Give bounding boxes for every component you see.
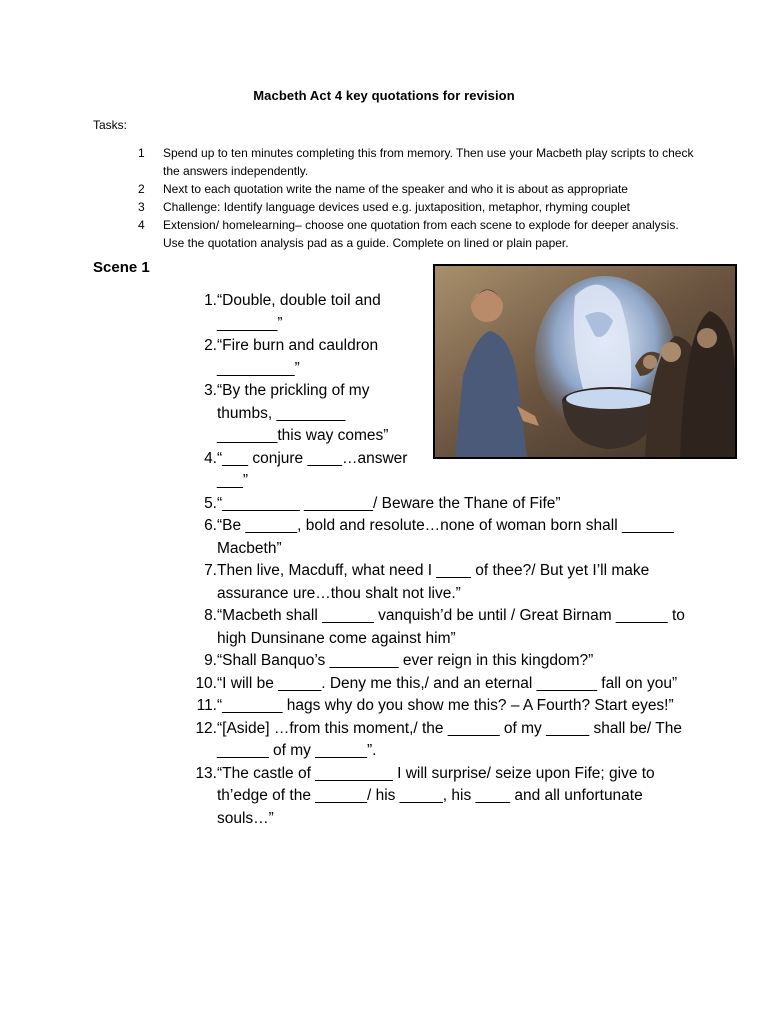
task-number: 4 (138, 218, 145, 232)
quotation-text: “Fire burn and cauldron _________” (217, 337, 379, 377)
quotation-text: “_______ hags why do you show me this? – A Fourth? Start eyes!” (217, 697, 674, 714)
task-list (138, 144, 698, 252)
quotation-item (190, 763, 690, 831)
quotation-item (190, 380, 690, 448)
quotation-item (190, 673, 690, 696)
quotation-text: “Macbeth shall ______ vanquish’d be until / Great Birnam ______ to high Dunsinane come against him” (217, 607, 685, 647)
quotation-number: 9. (204, 652, 217, 669)
quotation-item (190, 718, 690, 763)
quotation-text: “[Aside] …from this moment,/ the ______ of my _____ shall be/ The ______ of my ______”. (217, 719, 682, 759)
quotation-number: 8. (204, 607, 217, 624)
quotation-text: “Shall Banquo’s ________ ever reign in this kingdom?” (217, 652, 594, 669)
quotation-number: 13. (195, 764, 217, 782)
task-number: 1 (138, 146, 145, 160)
quotation-item (190, 335, 690, 380)
quotation-number: 5. (204, 494, 217, 512)
scene-heading: Scene 1 (93, 259, 150, 276)
quotation-number: 2. (204, 337, 217, 354)
task-text: Next to each quotation write the name of the speaker and who it is about as appropriate (163, 182, 628, 196)
quotation-item (190, 493, 690, 516)
task-number: 2 (138, 182, 145, 196)
task-text: Spend up to ten minutes completing this from memory. Then use your Macbeth play scripts to check the answers independently. (163, 146, 694, 178)
page-title: Macbeth Act 4 key quotations for revision (253, 88, 515, 103)
tasks-label: Tasks: (93, 118, 128, 132)
task-item (138, 180, 698, 198)
task-text: Challenge: Identify language devices used e.g. juxtaposition, metaphor, rhyming couplet (163, 200, 630, 214)
quotation-number: 12. (195, 719, 217, 737)
task-item (138, 216, 698, 252)
quotation-item (190, 560, 690, 605)
quotation-text: “By the prickling of my thumbs, ________ _______this way comes” (217, 382, 389, 444)
quotation-number: 7. (204, 562, 217, 579)
quotation-item (190, 448, 690, 493)
quotation-text: “Double, double toil and _______” (217, 292, 381, 332)
quotation-text: Then live, Macduff, what need I ____ of thee?/ But yet I’ll make assurance ure…thou shalt not live.” (217, 562, 650, 602)
quotation-number: 11. (196, 697, 217, 714)
task-item (138, 144, 698, 180)
quotation-item (190, 650, 690, 673)
quotation-number: 1. (204, 292, 217, 309)
quotation-text: “The castle of _________ I will surprise/ seize upon Fife; give to th’edge of the ______/ his _____, his ____ and all unfortunate souls…” (217, 764, 655, 827)
quotation-number: 10. (195, 674, 217, 692)
quotation-number: 3. (204, 382, 217, 399)
quotation-item (190, 515, 690, 560)
quotation-item (190, 290, 690, 335)
quotation-item (190, 605, 690, 650)
task-item (138, 198, 698, 216)
quotation-list (190, 290, 690, 830)
quotation-text: “I will be _____. Deny me this,/ and an eternal _______ fall on you” (217, 674, 678, 692)
quotation-item (190, 695, 690, 718)
quotation-text: “_________ ________/ Beware the Thane of Fife” (217, 494, 561, 512)
task-text: Extension/ homelearning– choose one quotation from each scene to explode for deeper analysis. Use the quotation analysis pad as a guide. Complete on lined or plain paper. (163, 218, 679, 250)
task-number: 3 (138, 200, 145, 214)
quotation-number: 6. (204, 517, 217, 534)
quotation-text: “Be ______, bold and resolute…none of woman born shall ______ Macbeth” (217, 517, 674, 557)
quotation-number: 4. (204, 449, 217, 467)
quotation-text: “___ conjure ____…answer ___” (217, 449, 408, 489)
